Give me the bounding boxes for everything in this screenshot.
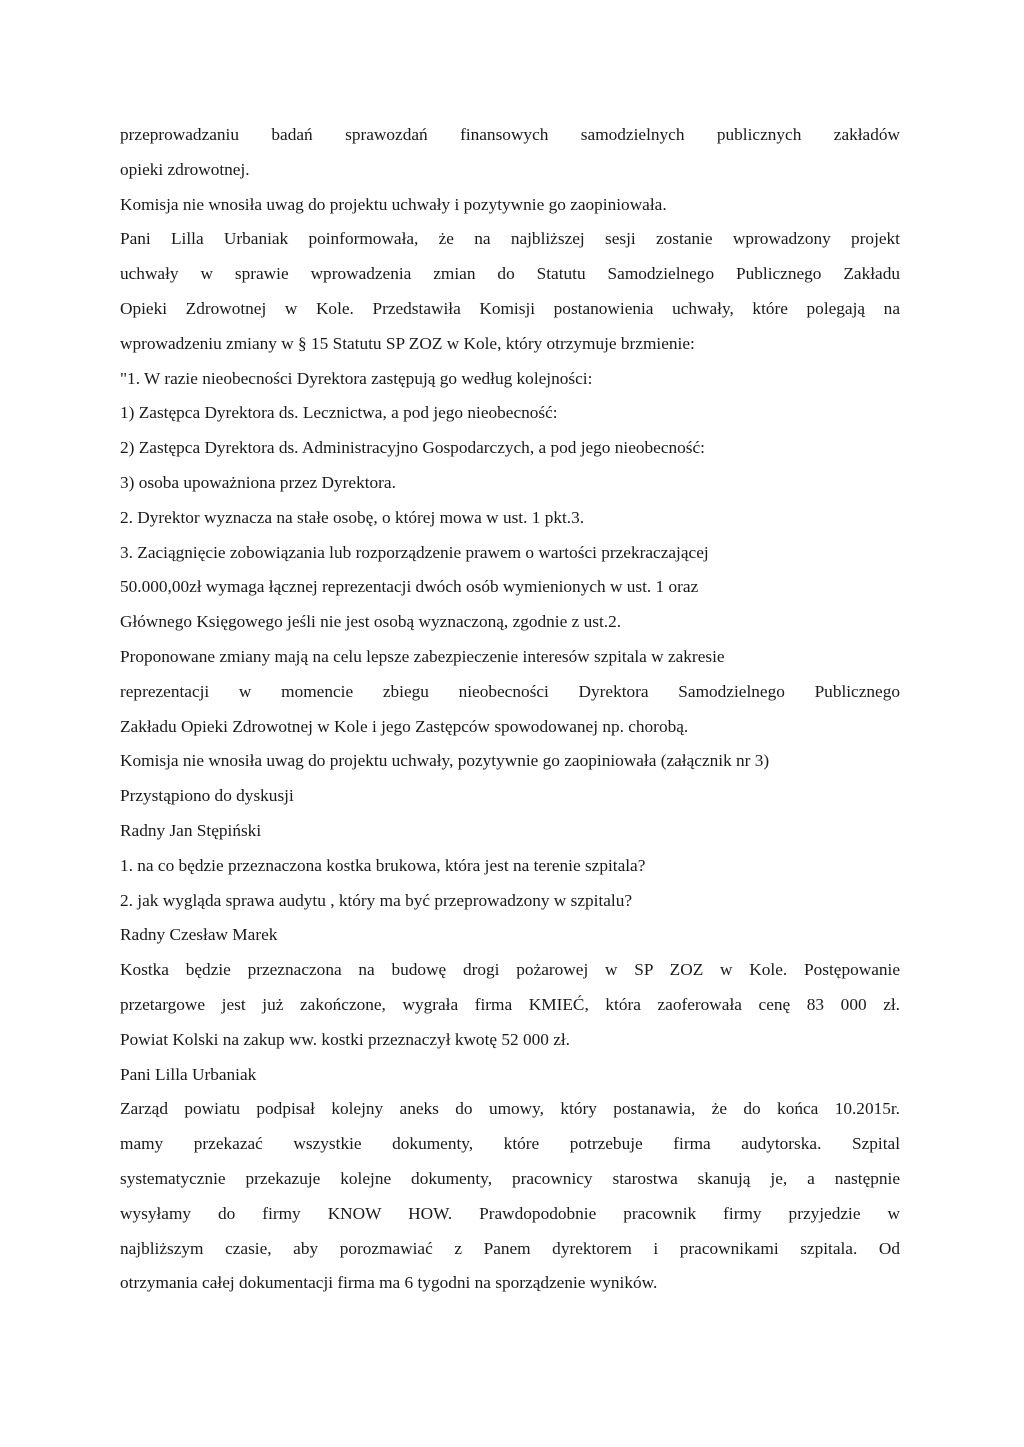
- text-line: Przystąpiono do dyskusji: [120, 786, 294, 806]
- text-line: 1. na co będzie przeznaczona kostka brukowa, która jest na terenie szpitala?: [120, 855, 646, 875]
- text-line: "1. W razie nieobecności Dyrektora zastępują go według kolejności:: [120, 368, 593, 388]
- text-line: Komisja nie wnosiła uwag do projektu uchwały, pozytywnie go zaopiniowała (załącznik nr 3): [120, 751, 770, 771]
- text-line: 2. jak wygląda sprawa audytu , który ma być przeprowadzony w szpitalu?: [120, 890, 633, 910]
- text-line: przeprowadzaniu badań sprawozdań finansowych samodzielnych publicznych zakładów: [120, 125, 900, 144]
- text-line: Pani Lilla Urbaniak poinformowała, że na najbliższej sesji zostanie wprowadzony projekt: [120, 229, 900, 249]
- text-line: najbliższym czasie, aby porozmawiać z Panem dyrektorem i pracownikami szpitala. Od: [120, 1238, 900, 1258]
- text-line: Pani Lilla Urbaniak: [120, 1064, 257, 1084]
- text-line: Zarząd powiatu podpisał kolejny aneks do umowy, który postanawia, że do końca 10.2015r.: [120, 1099, 900, 1119]
- text-line: Głównego Księgowego jeśli nie jest osobą wyznaczoną, zgodnie z ust.2.: [120, 612, 622, 632]
- text-line: Powiat Kolski na zakup ww. kostki przeznaczył kwotę 52 000 zł.: [120, 1029, 571, 1049]
- text-line: uchwały w sprawie wprowadzenia zmian do Statutu Samodzielnego Publicznego Zakładu: [120, 264, 900, 284]
- text-line: reprezentacji w momencie zbiegu nieobecności Dyrektora Samodzielnego Publicznego: [120, 681, 900, 701]
- text-line: 50.000,00zł wymaga łącznej reprezentacji dwóch osób wymienionych w ust. 1 oraz: [120, 577, 699, 597]
- text-line: 3) osoba upoważniona przez Dyrektora.: [120, 472, 396, 492]
- text-line: Komisja nie wnosiła uwag do projektu uchwały i pozytywnie go zaopiniowała.: [120, 194, 667, 214]
- text-line: przetargowe jest już zakończone, wygrała firma KMIEĆ, która zaoferowała cenę 83 000 zł.: [120, 994, 900, 1014]
- text-line: 2) Zastępca Dyrektora ds. Administracyjno Gospodarczych, a pod jego nieobecność:: [120, 438, 705, 458]
- text-line: mamy przekazać wszystkie dokumenty, które potrzebuje firma audytorska. Szpital: [120, 1134, 900, 1154]
- text-line: 2. Dyrektor wyznacza na stałe osobę, o której mowa w ust. 1 pkt.3.: [120, 507, 585, 527]
- text-line: wprowadzeniu zmiany w § 15 Statutu SP ZOZ w Kole, który otrzymuje brzmienie:: [120, 333, 695, 353]
- text-line: Kostka będzie przeznaczona na budowę drogi pożarowej w SP ZOZ w Kole. Postępowanie: [120, 960, 900, 980]
- text-line: Radny Jan Stępiński: [120, 820, 262, 840]
- document-body: [120, 118, 900, 1301]
- text-line: Radny Czesław Marek: [120, 925, 278, 945]
- text-line: Proponowane zmiany mają na celu lepsze zabezpieczenie interesów szpitala w zakresie: [120, 646, 725, 666]
- text-line: 1) Zastępca Dyrektora ds. Lecznictwa, a pod jego nieobecność:: [120, 403, 558, 423]
- text-line: systematycznie przekazuje kolejne dokumenty, pracownicy starostwa skanują je, a następnie: [120, 1168, 900, 1188]
- text-line: opieki zdrowotnej.: [120, 159, 250, 179]
- text-line: wysyłamy do firmy KNOW HOW. Prawdopodobnie pracownik firmy przyjedzie w: [120, 1203, 900, 1223]
- text-line: Opieki Zdrowotnej w Kole. Przedstawiła Komisji postanowienia uchwały, które polegają na: [120, 298, 900, 318]
- text-line: 3. Zaciągnięcie zobowiązania lub rozporządzenie prawem o wartości przekraczającej: [120, 542, 709, 562]
- text-line: otrzymania całej dokumentacji firma ma 6 tygodni na sporządzenie wyników.: [120, 1273, 658, 1293]
- text-line: Zakładu Opieki Zdrowotnej w Kole i jego Zastępców spowodowanej np. chorobą.: [120, 716, 689, 736]
